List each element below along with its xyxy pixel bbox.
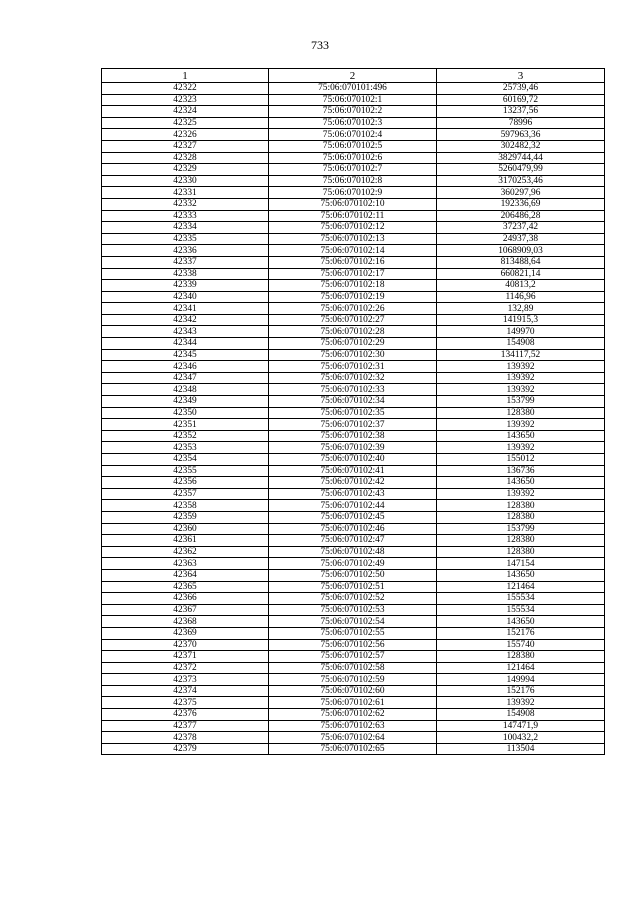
value-cell: 139392: [437, 488, 605, 500]
cadastral-number-cell: 75:06:070102:45: [269, 511, 437, 523]
value-cell: 154908: [437, 709, 605, 721]
row-number-cell: 42378: [102, 732, 269, 744]
table-row: [102, 83, 605, 95]
row-number-cell: 42327: [102, 140, 269, 152]
table-row: [102, 454, 605, 466]
cadastral-number-cell: 75:06:070102:19: [269, 291, 437, 303]
cadastral-number-cell: 75:06:070102:63: [269, 720, 437, 732]
cadastral-number-cell: 75:06:070102:57: [269, 651, 437, 663]
cadastral-number-cell: 75:06:070102:62: [269, 709, 437, 721]
table-row: [102, 546, 605, 558]
header-row: [102, 69, 605, 83]
cadastral-number-cell: 75:06:070102:10: [269, 198, 437, 210]
row-number-cell: 42346: [102, 361, 269, 373]
row-number-cell: 42335: [102, 233, 269, 245]
value-cell: 149970: [437, 326, 605, 338]
row-number-cell: 42333: [102, 210, 269, 222]
row-number-cell: 42342: [102, 314, 269, 326]
table-row: [102, 662, 605, 674]
cadastral-number-cell: 75:06:070102:11: [269, 210, 437, 222]
table-row: [102, 616, 605, 628]
row-number-cell: 42345: [102, 349, 269, 361]
row-number-cell: 42370: [102, 639, 269, 651]
value-cell: 3829744,44: [437, 152, 605, 164]
table-row: [102, 210, 605, 222]
cadastral-number-cell: 75:06:070102:32: [269, 372, 437, 384]
cadastral-number-cell: 75:06:070102:41: [269, 465, 437, 477]
table-row: [102, 500, 605, 512]
row-number-cell: 42371: [102, 651, 269, 663]
table-row: [102, 743, 605, 755]
cadastral-number-cell: 75:06:070102:65: [269, 743, 437, 755]
value-cell: 40813,2: [437, 280, 605, 292]
table-row: [102, 627, 605, 639]
cadastral-number-cell: 75:06:070102:16: [269, 256, 437, 268]
row-number-cell: 42326: [102, 129, 269, 141]
row-number-cell: 42329: [102, 164, 269, 176]
row-number-cell: 42336: [102, 245, 269, 257]
row-number-cell: 42352: [102, 430, 269, 442]
table-row: [102, 140, 605, 152]
value-cell: 3170253,46: [437, 175, 605, 187]
column-header-1: 1: [102, 69, 269, 83]
table-row: [102, 314, 605, 326]
row-number-cell: 42358: [102, 500, 269, 512]
table-row: [102, 256, 605, 268]
value-cell: 25739,46: [437, 83, 605, 95]
value-cell: 24937,38: [437, 233, 605, 245]
row-number-cell: 42372: [102, 662, 269, 674]
table-row: [102, 488, 605, 500]
value-cell: 128380: [437, 407, 605, 419]
row-number-cell: 42322: [102, 83, 269, 95]
row-number-cell: 42363: [102, 558, 269, 570]
cadastral-number-cell: 75:06:070102:59: [269, 674, 437, 686]
table-row: [102, 268, 605, 280]
row-number-cell: 42349: [102, 396, 269, 408]
value-cell: 813488,64: [437, 256, 605, 268]
value-cell: 206486,28: [437, 210, 605, 222]
cadastral-number-cell: 75:06:070102:53: [269, 604, 437, 616]
row-number-cell: 42361: [102, 535, 269, 547]
table-body: [102, 83, 605, 755]
table-row: [102, 338, 605, 350]
cadastral-number-cell: 75:06:070102:27: [269, 314, 437, 326]
value-cell: 360297,96: [437, 187, 605, 199]
row-number-cell: 42341: [102, 303, 269, 315]
row-number-cell: 42348: [102, 384, 269, 396]
row-number-cell: 42328: [102, 152, 269, 164]
table-row: [102, 152, 605, 164]
row-number-cell: 42367: [102, 604, 269, 616]
table-row: [102, 674, 605, 686]
table-row: [102, 326, 605, 338]
row-number-cell: 42331: [102, 187, 269, 199]
table-row: [102, 175, 605, 187]
row-number-cell: 42339: [102, 280, 269, 292]
value-cell: 143650: [437, 477, 605, 489]
table-row: [102, 106, 605, 118]
cadastral-number-cell: 75:06:070102:3: [269, 117, 437, 129]
cadastral-number-cell: 75:06:070102:56: [269, 639, 437, 651]
value-cell: 13237,56: [437, 106, 605, 118]
cadastral-number-cell: 75:06:070102:55: [269, 627, 437, 639]
table-row: [102, 709, 605, 721]
value-cell: 141915,3: [437, 314, 605, 326]
table-row: [102, 245, 605, 257]
value-cell: 302482,32: [437, 140, 605, 152]
table-row: [102, 94, 605, 106]
cadastral-number-cell: 75:06:070102:48: [269, 546, 437, 558]
cadastral-number-cell: 75:06:070102:31: [269, 361, 437, 373]
row-number-cell: 42360: [102, 523, 269, 535]
row-number-cell: 42375: [102, 697, 269, 709]
row-number-cell: 42338: [102, 268, 269, 280]
table-row: [102, 732, 605, 744]
row-number-cell: 42330: [102, 175, 269, 187]
cadastral-number-cell: 75:06:070102:44: [269, 500, 437, 512]
row-number-cell: 42364: [102, 569, 269, 581]
cadastral-number-cell: 75:06:070102:12: [269, 222, 437, 234]
table-row: [102, 164, 605, 176]
table-row: [102, 639, 605, 651]
value-cell: 192336,69: [437, 198, 605, 210]
cadastral-number-cell: 75:06:070102:1: [269, 94, 437, 106]
cadastral-number-cell: 75:06:070101:496: [269, 83, 437, 95]
table-row: [102, 604, 605, 616]
table-row: [102, 419, 605, 431]
row-number-cell: 42351: [102, 419, 269, 431]
cadastral-number-cell: 75:06:070102:35: [269, 407, 437, 419]
cadastral-number-cell: 75:06:070102:60: [269, 685, 437, 697]
value-cell: 1146,96: [437, 291, 605, 303]
row-number-cell: 42373: [102, 674, 269, 686]
row-number-cell: 42362: [102, 546, 269, 558]
cadastral-number-cell: 75:06:070102:49: [269, 558, 437, 570]
cadastral-number-cell: 75:06:070102:7: [269, 164, 437, 176]
value-cell: 37237,42: [437, 222, 605, 234]
value-cell: 147471,9: [437, 720, 605, 732]
value-cell: 155740: [437, 639, 605, 651]
value-cell: 147154: [437, 558, 605, 570]
cadastral-number-cell: 75:06:070102:37: [269, 419, 437, 431]
value-cell: 134117,52: [437, 349, 605, 361]
value-cell: 154908: [437, 338, 605, 350]
cadastral-number-cell: 75:06:070102:43: [269, 488, 437, 500]
cadastral-number-cell: 75:06:070102:64: [269, 732, 437, 744]
value-cell: 660821,14: [437, 268, 605, 280]
row-number-cell: 42325: [102, 117, 269, 129]
table-row: [102, 477, 605, 489]
value-cell: 139392: [437, 697, 605, 709]
cadastral-number-cell: 75:06:070102:26: [269, 303, 437, 315]
value-cell: 152176: [437, 685, 605, 697]
table-row: [102, 233, 605, 245]
value-cell: 139392: [437, 442, 605, 454]
row-number-cell: 42324: [102, 106, 269, 118]
row-number-cell: 42365: [102, 581, 269, 593]
value-cell: 143650: [437, 616, 605, 628]
table-row: [102, 465, 605, 477]
row-number-cell: 42368: [102, 616, 269, 628]
row-number-cell: 42344: [102, 338, 269, 350]
cadastral-number-cell: 75:06:070102:47: [269, 535, 437, 547]
cadastral-number-cell: 75:06:070102:6: [269, 152, 437, 164]
cadastral-number-cell: 75:06:070102:4: [269, 129, 437, 141]
table-row: [102, 581, 605, 593]
cadastral-number-cell: 75:06:070102:14: [269, 245, 437, 257]
row-number-cell: 42357: [102, 488, 269, 500]
table-row: [102, 593, 605, 605]
row-number-cell: 42366: [102, 593, 269, 605]
cadastral-number-cell: 75:06:070102:18: [269, 280, 437, 292]
cadastral-number-cell: 75:06:070102:39: [269, 442, 437, 454]
table-row: [102, 558, 605, 570]
table-row: [102, 129, 605, 141]
table-row: [102, 430, 605, 442]
table-row: [102, 569, 605, 581]
value-cell: 136736: [437, 465, 605, 477]
table-row: [102, 303, 605, 315]
value-cell: 152176: [437, 627, 605, 639]
table-row: [102, 407, 605, 419]
value-cell: 128380: [437, 651, 605, 663]
cadastral-number-cell: 75:06:070102:33: [269, 384, 437, 396]
cadastral-number-cell: 75:06:070102:9: [269, 187, 437, 199]
value-cell: 128380: [437, 511, 605, 523]
row-number-cell: 42337: [102, 256, 269, 268]
cadastral-number-cell: 75:06:070102:54: [269, 616, 437, 628]
row-number-cell: 42355: [102, 465, 269, 477]
table-row: [102, 222, 605, 234]
row-number-cell: 42379: [102, 743, 269, 755]
cadastral-number-cell: 75:06:070102:2: [269, 106, 437, 118]
table-row: [102, 280, 605, 292]
cadastral-number-cell: 75:06:070102:61: [269, 697, 437, 709]
cadastral-number-cell: 75:06:070102:42: [269, 477, 437, 489]
value-cell: 155012: [437, 454, 605, 466]
row-number-cell: 42350: [102, 407, 269, 419]
table-row: [102, 685, 605, 697]
cadastral-number-cell: 75:06:070102:40: [269, 454, 437, 466]
cadastral-number-cell: 75:06:070102:50: [269, 569, 437, 581]
row-number-cell: 42374: [102, 685, 269, 697]
cadastral-number-cell: 75:06:070102:5: [269, 140, 437, 152]
table-row: [102, 361, 605, 373]
table-row: [102, 651, 605, 663]
row-number-cell: 42376: [102, 709, 269, 721]
value-cell: 100432,2: [437, 732, 605, 744]
table-row: [102, 396, 605, 408]
cadastral-number-cell: 75:06:070102:30: [269, 349, 437, 361]
row-number-cell: 42359: [102, 511, 269, 523]
value-cell: 128380: [437, 546, 605, 558]
cadastral-number-cell: 75:06:070102:28: [269, 326, 437, 338]
row-number-cell: 42369: [102, 627, 269, 639]
data-table: [101, 68, 605, 755]
cadastral-number-cell: 75:06:070102:8: [269, 175, 437, 187]
table-row: [102, 372, 605, 384]
cadastral-number-cell: 75:06:070102:46: [269, 523, 437, 535]
table-row: [102, 697, 605, 709]
table-row: [102, 187, 605, 199]
value-cell: 143650: [437, 430, 605, 442]
value-cell: 132,89: [437, 303, 605, 315]
value-cell: 1068909,03: [437, 245, 605, 257]
value-cell: 5260479,99: [437, 164, 605, 176]
table-row: [102, 523, 605, 535]
row-number-cell: 42356: [102, 477, 269, 489]
row-number-cell: 42354: [102, 454, 269, 466]
value-cell: 139392: [437, 372, 605, 384]
cadastral-number-cell: 75:06:070102:38: [269, 430, 437, 442]
value-cell: 153799: [437, 523, 605, 535]
value-cell: 139392: [437, 419, 605, 431]
cadastral-number-cell: 75:06:070102:58: [269, 662, 437, 674]
column-header-2: 2: [269, 69, 437, 83]
value-cell: 149994: [437, 674, 605, 686]
cadastral-number-cell: 75:06:070102:51: [269, 581, 437, 593]
cadastral-number-cell: 75:06:070102:17: [269, 268, 437, 280]
table-row: [102, 384, 605, 396]
value-cell: 113504: [437, 743, 605, 755]
page-number: 733: [311, 38, 329, 52]
row-number-cell: 42377: [102, 720, 269, 732]
cadastral-number-cell: 75:06:070102:13: [269, 233, 437, 245]
row-number-cell: 42353: [102, 442, 269, 454]
row-number-cell: 42343: [102, 326, 269, 338]
value-cell: 128380: [437, 500, 605, 512]
value-cell: 143650: [437, 569, 605, 581]
value-cell: 155534: [437, 593, 605, 605]
column-header-3: 3: [437, 69, 605, 83]
table-row: [102, 442, 605, 454]
value-cell: 139392: [437, 361, 605, 373]
cadastral-number-cell: 75:06:070102:34: [269, 396, 437, 408]
cadastral-number-cell: 75:06:070102:52: [269, 593, 437, 605]
value-cell: 128380: [437, 535, 605, 547]
table-row: [102, 349, 605, 361]
row-number-cell: 42332: [102, 198, 269, 210]
row-number-cell: 42323: [102, 94, 269, 106]
table-row: [102, 291, 605, 303]
value-cell: 597963,36: [437, 129, 605, 141]
row-number-cell: 42340: [102, 291, 269, 303]
row-number-cell: 42334: [102, 222, 269, 234]
cadastral-number-cell: 75:06:070102:29: [269, 338, 437, 350]
value-cell: 121464: [437, 662, 605, 674]
table-row: [102, 198, 605, 210]
value-cell: 153799: [437, 396, 605, 408]
value-cell: 139392: [437, 384, 605, 396]
table-row: [102, 535, 605, 547]
value-cell: 155534: [437, 604, 605, 616]
row-number-cell: 42347: [102, 372, 269, 384]
table-row: [102, 511, 605, 523]
value-cell: 60169,72: [437, 94, 605, 106]
table-row: [102, 720, 605, 732]
value-cell: 121464: [437, 581, 605, 593]
table-row: [102, 117, 605, 129]
value-cell: 78996: [437, 117, 605, 129]
